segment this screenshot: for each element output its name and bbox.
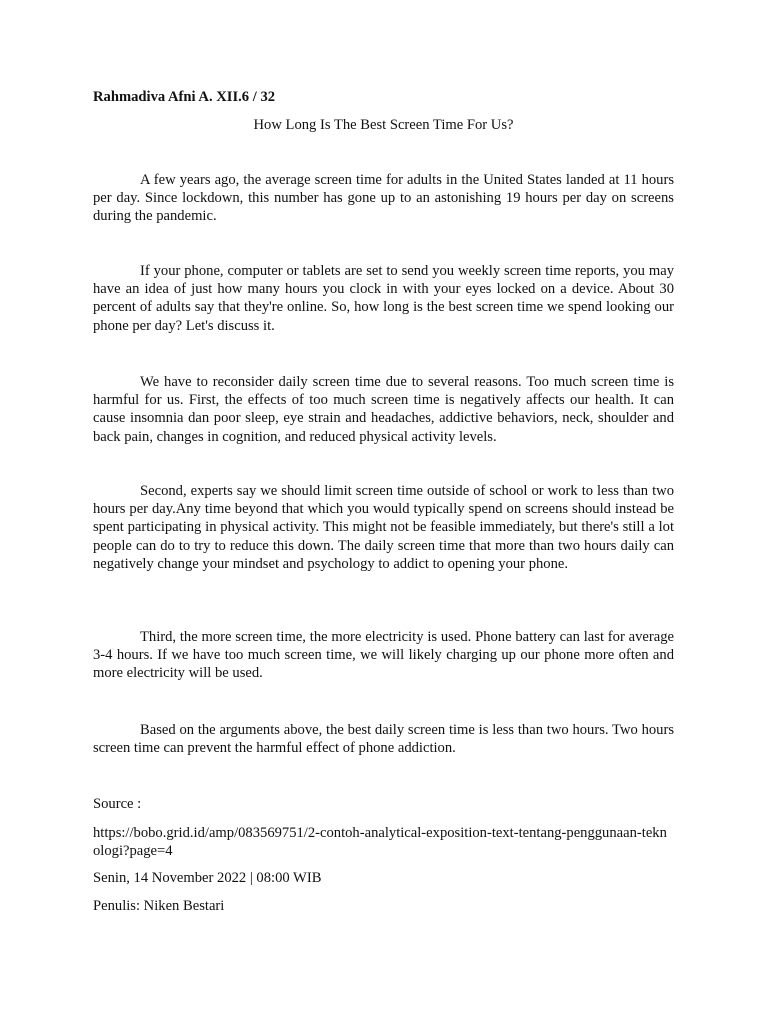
source-label: Source : — [93, 796, 142, 812]
source-url: https://bobo.grid.id/amp/083569751/2-contoh-analytical-exposition-text-tentang-penggunaan-teknologi?page=4 — [93, 825, 667, 860]
source-date: Senin, 14 November 2022 | 08:00 WIB — [93, 870, 322, 886]
paragraph-1: A few years ago, the average screen time for adults in the United States landed at 11 hours per day. Since lockdown, this number has gone up to an astonishing 19 hours per day on screens during the pandemic. — [93, 172, 674, 225]
document-title: How Long Is The Best Screen Time For Us? — [253, 117, 514, 133]
paragraph-5: Third, the more screen time, the more electricity is used. Phone battery can last for average 3-4 hours. If we have too much screen time, we will likely charging up our phone more often and more electricity will be used. — [93, 629, 674, 682]
paragraph-4: Second, experts say we should limit screen time outside of school or work to less than two hours per day.Any time beyond that which you would typically spend on screens should instead be spent participating in physical activity. This might not be feasible immediately, but there's still a lot people can do to try to reduce this down. The daily screen time that more than two hours daily can negatively change your mindset and psychology to addict to opening your phone. — [93, 483, 674, 572]
paragraph-3: We have to reconsider daily screen time due to several reasons. Too much screen time is harmful for us. First, the effects of too much screen time is negatively affects our health. It can cause insomnia dan poor sleep, eye strain and headaches, addictive behaviors, neck, shoulder and back pain, changes in cognition, and reduced physical activity levels. — [93, 374, 674, 445]
source-writer: Penulis: Niken Bestari — [93, 898, 225, 914]
paragraph-6: Based on the arguments above, the best daily screen time is less than two hours. Two hours screen time can prevent the harmful effect of phone addiction. — [93, 722, 674, 757]
author-line: Rahmadiva Afni A. XII.6 / 32 — [93, 89, 276, 105]
paragraph-2: If your phone, computer or tablets are set to send you weekly screen time reports, you may have an idea of just how many hours you clock in with your eyes locked on a device. About 30 percent of adults say that they're online. So, how long is the best screen time we spend looking our phone per day? Let's discuss it. — [93, 263, 674, 334]
